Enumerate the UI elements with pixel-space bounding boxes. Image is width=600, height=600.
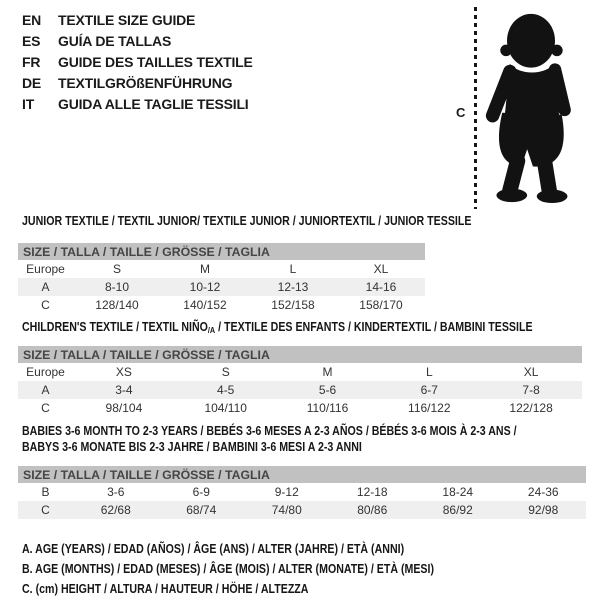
size-header-bar: SIZE / TALLA / TAILLE / GRÖSSE / TAGLIA — [18, 466, 586, 483]
language-label: TEXTILE SIZE GUIDE — [58, 12, 196, 28]
language-label: GUIDA ALLE TAGLIE TESSILI — [58, 96, 249, 112]
table-cell: S — [112, 262, 121, 276]
footnote-b: B. AGE (MONTHS) / EDAD (MESES) / ÂGE (MOIS) / ALTER (MONATE) / ETÀ (MESI) — [22, 562, 435, 576]
table-row — [18, 363, 582, 381]
table-cell: 3-6 — [107, 485, 125, 499]
language-heading-list — [22, 10, 253, 115]
row-label: A — [18, 278, 73, 296]
table-cell: 4-5 — [175, 381, 277, 399]
table-row — [18, 483, 586, 501]
table-cell: M — [200, 262, 210, 276]
table-cell: 86/92 — [415, 501, 501, 519]
title-subscript: /A — [207, 325, 216, 335]
size-table-babies — [18, 466, 586, 519]
language-row-en — [22, 10, 253, 31]
row-label: A — [18, 381, 73, 399]
language-row-de — [22, 73, 253, 94]
table-cell: 140/152 — [183, 298, 227, 312]
table-cell: 158/170 — [359, 298, 403, 312]
language-code: FR — [22, 54, 41, 70]
section-title-babies — [22, 423, 517, 455]
table-cell: 7-8 — [480, 381, 582, 399]
table-cell: 8-10 — [73, 278, 161, 296]
title-part: CHILDREN'S TEXTILE / TEXTIL NIÑO — [22, 320, 208, 334]
language-label: GUÍA DE TALLAS — [58, 33, 172, 49]
table-cell: XL — [373, 262, 389, 276]
table-cell: M — [322, 365, 333, 379]
size-table-junior — [18, 243, 425, 314]
table-cell: 98/104 — [105, 401, 143, 415]
table-cell: 14-16 — [337, 278, 425, 296]
baby-silhouette-icon — [483, 8, 579, 213]
table-cell: 116/122 — [408, 401, 451, 415]
table-cell: 128/140 — [95, 298, 139, 312]
row-label: Europe — [26, 262, 65, 276]
size-header-bar: SIZE / TALLA / TAILLE / GRÖSSE / TAGLIA — [18, 243, 425, 260]
language-row-fr — [22, 52, 253, 73]
table-row — [18, 381, 582, 399]
table-cell: 122/128 — [509, 401, 553, 415]
language-code: ES — [22, 33, 41, 49]
table-cell: 24-36 — [527, 485, 559, 499]
table-cell: 6-9 — [192, 485, 210, 499]
height-marker-label: C — [456, 105, 466, 120]
size-header-bar: SIZE / TALLA / TAILLE / GRÖSSE / TAGLIA — [18, 346, 582, 363]
row-label: Europe — [26, 365, 65, 379]
table-row — [18, 296, 425, 314]
language-label: GUIDE DES TAILLES TEXTILE — [58, 54, 253, 70]
table-row — [18, 278, 425, 296]
table-cell: 12-18 — [356, 485, 388, 499]
table-cell: 6-7 — [378, 381, 480, 399]
table-cell: 12-13 — [249, 278, 337, 296]
table-cell: L — [425, 365, 433, 379]
table-row — [18, 501, 586, 519]
table-cell: 3-4 — [73, 381, 175, 399]
title-part: / TEXTILE DES ENFANTS / KINDERTEXTIL / BAMBINI TESSILE — [215, 320, 533, 334]
row-label: C — [41, 401, 50, 415]
footnote-a: A. AGE (YEARS) / EDAD (AÑOS) / ÂGE (ANS) / ALTER (JAHRE) / ETÀ (ANNI) — [22, 542, 405, 556]
language-row-es — [22, 31, 253, 52]
table-row — [18, 260, 425, 278]
table-cell: 74/80 — [244, 501, 330, 519]
table-cell: 18-24 — [442, 485, 474, 499]
title-line: BABYS 3-6 MONATE BIS 2-3 JAHRE / BAMBINI 3-6 MESI A 2-3 ANNI — [22, 440, 362, 454]
row-label: B — [41, 485, 50, 499]
language-label: TEXTILGRÖßENFÜHRUNG — [58, 75, 233, 91]
language-code: DE — [22, 75, 42, 91]
table-cell: 5-6 — [277, 381, 379, 399]
table-cell: 92/98 — [501, 501, 587, 519]
footnote-list — [22, 539, 507, 599]
title-line: BABIES 3-6 MONTH TO 2-3 YEARS / BEBÉS 3-6 MESES A 2-3 AÑOS / BÉBÉS 3-6 MOIS À 2-3 ANS / — [22, 424, 517, 438]
table-cell: XL — [523, 365, 539, 379]
table-cell: 62/68 — [73, 501, 159, 519]
table-cell: L — [289, 262, 297, 276]
table-cell: 152/158 — [271, 298, 315, 312]
table-row — [18, 399, 582, 417]
footnote-c: C. (cm) HEIGHT / ALTURA / HAUTEUR / HÖHE / ALTEZZA — [22, 582, 309, 596]
table-cell: S — [221, 365, 230, 379]
row-label: C — [41, 298, 50, 312]
table-cell: 110/116 — [306, 401, 349, 415]
language-code: EN — [22, 12, 42, 28]
size-table-children — [18, 346, 582, 417]
height-dashed-line — [474, 7, 477, 209]
language-row-it — [22, 94, 253, 115]
table-cell: 10-12 — [161, 278, 249, 296]
language-code: IT — [22, 96, 35, 112]
table-cell: 9-12 — [274, 485, 299, 499]
row-label: C — [18, 501, 73, 519]
table-cell: 104/110 — [204, 401, 247, 415]
section-title-junior: JUNIOR TEXTILE / TEXTIL JUNIOR/ TEXTILE JUNIOR / JUNIORTEXTIL / JUNIOR TESSILE — [22, 214, 472, 228]
table-cell: 80/86 — [330, 501, 416, 519]
table-cell: XS — [115, 365, 132, 379]
table-cell: 68/74 — [159, 501, 245, 519]
section-title-children — [22, 319, 533, 338]
